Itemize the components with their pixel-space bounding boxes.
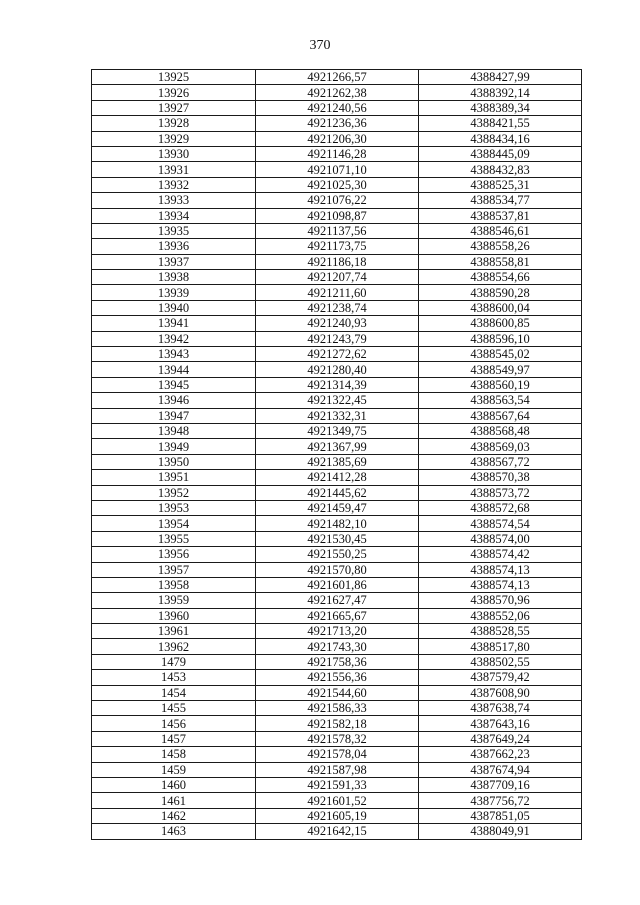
point-number-cell: 13946 — [92, 393, 256, 408]
point-number-cell: 13938 — [92, 270, 256, 285]
x-coordinate-cell: 4921238,74 — [256, 300, 419, 315]
point-number-cell: 13956 — [92, 547, 256, 562]
y-coordinate-cell: 4388421,55 — [419, 116, 582, 131]
x-coordinate-cell: 4921236,36 — [256, 116, 419, 131]
y-coordinate-cell: 4388432,83 — [419, 162, 582, 177]
x-coordinate-cell: 4921556,36 — [256, 670, 419, 685]
point-number-cell: 1458 — [92, 747, 256, 762]
x-coordinate-cell: 4921240,56 — [256, 100, 419, 115]
point-number-cell: 13932 — [92, 177, 256, 192]
point-number-cell: 13959 — [92, 593, 256, 608]
point-number-cell: 1455 — [92, 701, 256, 716]
page-number: 370 — [309, 38, 331, 53]
x-coordinate-cell: 4921076,22 — [256, 193, 419, 208]
x-coordinate-cell: 4921578,04 — [256, 747, 419, 762]
point-number-cell: 13962 — [92, 639, 256, 654]
y-coordinate-cell: 4388574,13 — [419, 562, 582, 577]
table-row — [92, 177, 582, 192]
y-coordinate-cell: 4388534,77 — [419, 193, 582, 208]
y-coordinate-cell: 4388389,34 — [419, 100, 582, 115]
x-coordinate-cell: 4921665,67 — [256, 608, 419, 623]
y-coordinate-cell: 4388545,02 — [419, 347, 582, 362]
point-number-cell: 13961 — [92, 624, 256, 639]
y-coordinate-cell: 4388600,85 — [419, 316, 582, 331]
y-coordinate-cell: 4388392,14 — [419, 85, 582, 100]
y-coordinate-cell: 4388572,68 — [419, 500, 582, 515]
y-coordinate-cell: 4388574,13 — [419, 577, 582, 592]
table-row — [92, 824, 582, 839]
point-number-cell: 1479 — [92, 654, 256, 669]
table-row — [92, 470, 582, 485]
y-coordinate-cell: 4387579,42 — [419, 670, 582, 685]
table-row — [92, 593, 582, 608]
x-coordinate-cell: 4921243,79 — [256, 331, 419, 346]
point-number-cell: 13949 — [92, 439, 256, 454]
table-row — [92, 531, 582, 546]
point-number-cell: 13933 — [92, 193, 256, 208]
point-number-cell: 13939 — [92, 285, 256, 300]
x-coordinate-cell: 4921601,52 — [256, 793, 419, 808]
table-row — [92, 300, 582, 315]
x-coordinate-cell: 4921587,98 — [256, 762, 419, 777]
y-coordinate-cell: 4388570,96 — [419, 593, 582, 608]
y-coordinate-cell: 4388567,72 — [419, 454, 582, 469]
point-number-cell: 13941 — [92, 316, 256, 331]
x-coordinate-cell: 4921207,74 — [256, 270, 419, 285]
table-row — [92, 747, 582, 762]
table-row — [92, 500, 582, 515]
x-coordinate-cell: 4921186,18 — [256, 254, 419, 269]
y-coordinate-cell: 4388574,42 — [419, 547, 582, 562]
x-coordinate-cell: 4921482,10 — [256, 516, 419, 531]
table-row — [92, 762, 582, 777]
x-coordinate-cell: 4921240,93 — [256, 316, 419, 331]
y-coordinate-cell: 4388552,06 — [419, 608, 582, 623]
table-row — [92, 254, 582, 269]
x-coordinate-cell: 4921262,38 — [256, 85, 419, 100]
table-row — [92, 516, 582, 531]
x-coordinate-cell: 4921586,33 — [256, 701, 419, 716]
table-row — [92, 639, 582, 654]
table-row — [92, 423, 582, 438]
x-coordinate-cell: 4921314,39 — [256, 377, 419, 392]
point-number-cell: 1459 — [92, 762, 256, 777]
point-number-cell: 13934 — [92, 208, 256, 223]
x-coordinate-cell: 4921591,33 — [256, 777, 419, 792]
x-coordinate-cell: 4921322,45 — [256, 393, 419, 408]
table-row — [92, 377, 582, 392]
y-coordinate-cell: 4387851,05 — [419, 808, 582, 823]
x-coordinate-cell: 4921349,75 — [256, 423, 419, 438]
table-row — [92, 608, 582, 623]
x-coordinate-cell: 4921412,28 — [256, 470, 419, 485]
point-number-cell: 1456 — [92, 716, 256, 731]
y-coordinate-cell: 4387756,72 — [419, 793, 582, 808]
point-number-cell: 13944 — [92, 362, 256, 377]
table-row — [92, 208, 582, 223]
table-row — [92, 654, 582, 669]
point-number-cell: 1461 — [92, 793, 256, 808]
table-row — [92, 547, 582, 562]
y-coordinate-cell: 4387662,23 — [419, 747, 582, 762]
y-coordinate-cell: 4388537,81 — [419, 208, 582, 223]
table-row — [92, 331, 582, 346]
point-number-cell: 1453 — [92, 670, 256, 685]
point-number-cell: 13943 — [92, 347, 256, 362]
y-coordinate-cell: 4388570,38 — [419, 470, 582, 485]
x-coordinate-cell: 4921578,32 — [256, 731, 419, 746]
point-number-cell: 13937 — [92, 254, 256, 269]
point-number-cell: 13925 — [92, 70, 256, 85]
x-coordinate-cell: 4921544,60 — [256, 685, 419, 700]
y-coordinate-cell: 4387643,16 — [419, 716, 582, 731]
x-coordinate-cell: 4921550,25 — [256, 547, 419, 562]
table-row — [92, 362, 582, 377]
point-number-cell: 13955 — [92, 531, 256, 546]
y-coordinate-cell: 4387608,90 — [419, 685, 582, 700]
table-row — [92, 670, 582, 685]
y-coordinate-cell: 4388596,10 — [419, 331, 582, 346]
y-coordinate-cell: 4388560,19 — [419, 377, 582, 392]
point-number-cell: 13927 — [92, 100, 256, 115]
table-row — [92, 731, 582, 746]
x-coordinate-cell: 4921211,60 — [256, 285, 419, 300]
table-row — [92, 439, 582, 454]
point-number-cell: 1460 — [92, 777, 256, 792]
y-coordinate-cell: 4388569,03 — [419, 439, 582, 454]
table-row — [92, 285, 582, 300]
y-coordinate-cell: 4388546,61 — [419, 223, 582, 238]
table-row — [92, 701, 582, 716]
point-number-cell: 1463 — [92, 824, 256, 839]
x-coordinate-cell: 4921642,15 — [256, 824, 419, 839]
point-number-cell: 13940 — [92, 300, 256, 315]
y-coordinate-cell: 4388549,97 — [419, 362, 582, 377]
x-coordinate-cell: 4921146,28 — [256, 146, 419, 161]
table-row — [92, 577, 582, 592]
point-number-cell: 1454 — [92, 685, 256, 700]
table-row — [92, 685, 582, 700]
x-coordinate-cell: 4921332,31 — [256, 408, 419, 423]
point-number-cell: 13947 — [92, 408, 256, 423]
x-coordinate-cell: 4921206,30 — [256, 131, 419, 146]
table-row — [92, 562, 582, 577]
x-coordinate-cell: 4921601,86 — [256, 577, 419, 592]
x-coordinate-cell: 4921743,30 — [256, 639, 419, 654]
coordinate-table-body — [92, 70, 582, 840]
table-row — [92, 808, 582, 823]
y-coordinate-cell: 4388568,48 — [419, 423, 582, 438]
table-row — [92, 162, 582, 177]
table-row — [92, 716, 582, 731]
x-coordinate-cell: 4921137,56 — [256, 223, 419, 238]
y-coordinate-cell: 4388525,31 — [419, 177, 582, 192]
point-number-cell: 13954 — [92, 516, 256, 531]
table-row — [92, 270, 582, 285]
table-row — [92, 85, 582, 100]
y-coordinate-cell: 4388563,54 — [419, 393, 582, 408]
y-coordinate-cell: 4388528,55 — [419, 624, 582, 639]
y-coordinate-cell: 4387709,16 — [419, 777, 582, 792]
y-coordinate-cell: 4387674,94 — [419, 762, 582, 777]
point-number-cell: 13942 — [92, 331, 256, 346]
point-number-cell: 13926 — [92, 85, 256, 100]
x-coordinate-cell: 4921713,20 — [256, 624, 419, 639]
x-coordinate-cell: 4921025,30 — [256, 177, 419, 192]
x-coordinate-cell: 4921530,45 — [256, 531, 419, 546]
point-number-cell: 13931 — [92, 162, 256, 177]
y-coordinate-cell: 4388049,91 — [419, 824, 582, 839]
table-row — [92, 193, 582, 208]
table-row — [92, 223, 582, 238]
table-row — [92, 146, 582, 161]
table-row — [92, 485, 582, 500]
x-coordinate-cell: 4921385,69 — [256, 454, 419, 469]
table-row — [92, 100, 582, 115]
x-coordinate-cell: 4921280,40 — [256, 362, 419, 377]
table-row — [92, 131, 582, 146]
y-coordinate-cell: 4388445,09 — [419, 146, 582, 161]
point-number-cell: 13951 — [92, 470, 256, 485]
y-coordinate-cell: 4387638,74 — [419, 701, 582, 716]
table-row — [92, 239, 582, 254]
y-coordinate-cell: 4388502,55 — [419, 654, 582, 669]
y-coordinate-cell: 4388567,64 — [419, 408, 582, 423]
point-number-cell: 13935 — [92, 223, 256, 238]
table-row — [92, 116, 582, 131]
y-coordinate-cell: 4388574,00 — [419, 531, 582, 546]
point-number-cell: 13953 — [92, 500, 256, 515]
x-coordinate-cell: 4921173,75 — [256, 239, 419, 254]
x-coordinate-cell: 4921605,19 — [256, 808, 419, 823]
table-row — [92, 70, 582, 85]
y-coordinate-cell: 4388558,81 — [419, 254, 582, 269]
table-row — [92, 347, 582, 362]
x-coordinate-cell: 4921071,10 — [256, 162, 419, 177]
coordinate-table — [91, 69, 582, 840]
y-coordinate-cell: 4388427,99 — [419, 70, 582, 85]
point-number-cell: 13957 — [92, 562, 256, 577]
point-number-cell: 1462 — [92, 808, 256, 823]
point-number-cell: 13945 — [92, 377, 256, 392]
table-row — [92, 408, 582, 423]
table-row — [92, 454, 582, 469]
y-coordinate-cell: 4388517,80 — [419, 639, 582, 654]
x-coordinate-cell: 4921272,62 — [256, 347, 419, 362]
point-number-cell: 13930 — [92, 146, 256, 161]
table-row — [92, 624, 582, 639]
x-coordinate-cell: 4921758,36 — [256, 654, 419, 669]
y-coordinate-cell: 4388554,66 — [419, 270, 582, 285]
y-coordinate-cell: 4388558,26 — [419, 239, 582, 254]
table-row — [92, 316, 582, 331]
y-coordinate-cell: 4388434,16 — [419, 131, 582, 146]
x-coordinate-cell: 4921266,57 — [256, 70, 419, 85]
x-coordinate-cell: 4921367,99 — [256, 439, 419, 454]
y-coordinate-cell: 4387649,24 — [419, 731, 582, 746]
x-coordinate-cell: 4921570,80 — [256, 562, 419, 577]
x-coordinate-cell: 4921098,87 — [256, 208, 419, 223]
point-number-cell: 13928 — [92, 116, 256, 131]
point-number-cell: 13950 — [92, 454, 256, 469]
x-coordinate-cell: 4921459,47 — [256, 500, 419, 515]
y-coordinate-cell: 4388573,72 — [419, 485, 582, 500]
x-coordinate-cell: 4921627,47 — [256, 593, 419, 608]
point-number-cell: 1457 — [92, 731, 256, 746]
y-coordinate-cell: 4388574,54 — [419, 516, 582, 531]
point-number-cell: 13960 — [92, 608, 256, 623]
point-number-cell: 13958 — [92, 577, 256, 592]
point-number-cell: 13929 — [92, 131, 256, 146]
table-row — [92, 777, 582, 792]
point-number-cell: 13948 — [92, 423, 256, 438]
point-number-cell: 13936 — [92, 239, 256, 254]
x-coordinate-cell: 4921445,62 — [256, 485, 419, 500]
y-coordinate-cell: 4388590,28 — [419, 285, 582, 300]
point-number-cell: 13952 — [92, 485, 256, 500]
x-coordinate-cell: 4921582,18 — [256, 716, 419, 731]
y-coordinate-cell: 4388600,04 — [419, 300, 582, 315]
table-row — [92, 793, 582, 808]
table-row — [92, 393, 582, 408]
